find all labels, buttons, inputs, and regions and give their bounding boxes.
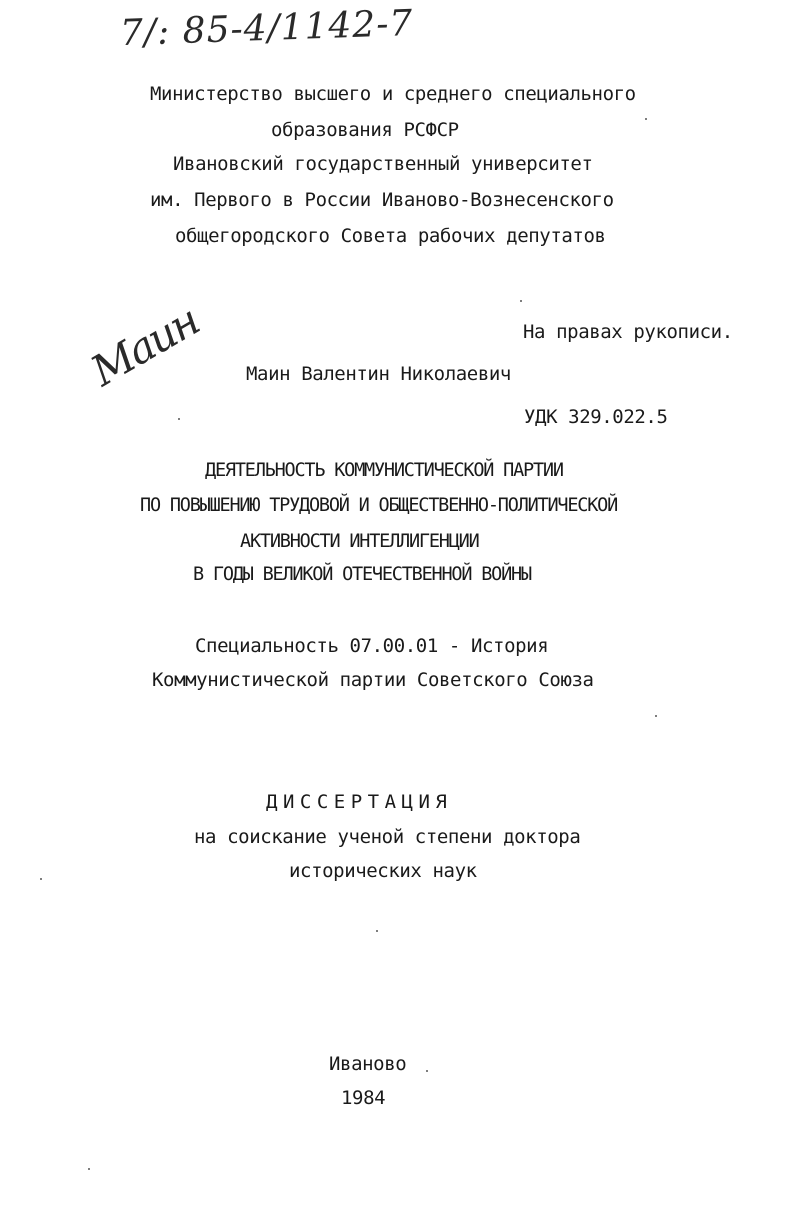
specialty-line-2: Коммунистической партии Советского Союза bbox=[152, 669, 594, 691]
institution-line-3: Ивановский государственный университет bbox=[173, 153, 593, 175]
scan-speck bbox=[520, 300, 522, 302]
institution-line-4: им. Первого в России Иваново-Вознесенского bbox=[150, 189, 614, 211]
archive-handwritten-mark: 7/: 85-4/1142-7 bbox=[119, 2, 414, 55]
author-signature: Маин bbox=[82, 295, 207, 396]
institution-line-5: общегородского Совета рабочих депутатов bbox=[175, 225, 606, 247]
title-line-2: ПО ПОВЫШЕНИЮ ТРУДОВОЙ И ОБЩЕСТВЕННО-ПОЛИТИЧЕСКОЙ bbox=[140, 495, 618, 516]
scan-speck bbox=[376, 930, 378, 932]
udc-code: УДК 329.022.5 bbox=[524, 406, 668, 428]
year: 1984 bbox=[341, 1087, 386, 1109]
scan-speck bbox=[655, 715, 657, 717]
title-line-4: В ГОДЫ ВЕЛИКОЙ ОТЕЧЕСТВЕННОЙ ВОЙНЫ bbox=[193, 564, 531, 585]
title-line-3: АКТИВНОСТИ ИНТЕЛЛИГЕНЦИИ bbox=[240, 531, 479, 552]
dissertation-line-2: исторических наук bbox=[289, 860, 477, 882]
scan-speck bbox=[88, 1168, 90, 1170]
scan-speck bbox=[178, 418, 180, 420]
dissertation-line-1: на соискание ученой степени доктора bbox=[194, 826, 581, 848]
scan-speck bbox=[645, 118, 647, 120]
dissertation-heading: ДИССЕРТАЦИЯ bbox=[266, 791, 453, 813]
place: Иваново bbox=[329, 1053, 407, 1075]
scan-speck bbox=[426, 1070, 428, 1072]
institution-line-1: Министерство высшего и среднего специального bbox=[150, 83, 636, 105]
manuscript-note: На правах рукописи. bbox=[523, 321, 733, 343]
title-line-1: ДЕЯТЕЛЬНОСТЬ КОММУНИСТИЧЕСКОЙ ПАРТИИ bbox=[205, 460, 563, 481]
specialty-line-1: Специальность 07.00.01 - История bbox=[195, 635, 549, 657]
scan-speck bbox=[40, 878, 42, 880]
institution-line-2: образования РСФСР bbox=[271, 119, 459, 141]
author-name: Маин Валентин Николаевич bbox=[246, 363, 511, 385]
